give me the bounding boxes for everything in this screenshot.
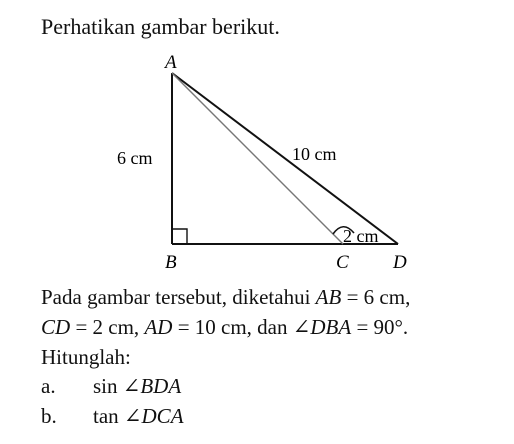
segment-ad xyxy=(172,73,398,244)
length-cd-label: 2 cm xyxy=(343,226,379,246)
right-angle-mark xyxy=(172,229,187,244)
point-b-label: B xyxy=(165,252,177,273)
prompt-text: Hitunglah: xyxy=(41,345,131,369)
length-ab-label: 6 cm xyxy=(117,148,153,168)
question-a: a. sin ∠BDA xyxy=(41,374,182,398)
problem-line-1: Pada gambar tersebut, diketahui AB = 6 cm, xyxy=(41,285,411,309)
point-d-label: D xyxy=(393,252,407,273)
question-b: b. tan ∠DCA xyxy=(41,404,184,428)
point-a-label: A xyxy=(165,52,177,73)
problem-line-2: CD = 2 cm, AD = 10 cm, dan ∠DBA = 90°. xyxy=(41,315,409,339)
length-ad-label: 10 cm xyxy=(292,144,337,164)
point-c-label: C xyxy=(336,252,349,273)
intro-text: Perhatikan gambar berikut. xyxy=(41,14,280,39)
